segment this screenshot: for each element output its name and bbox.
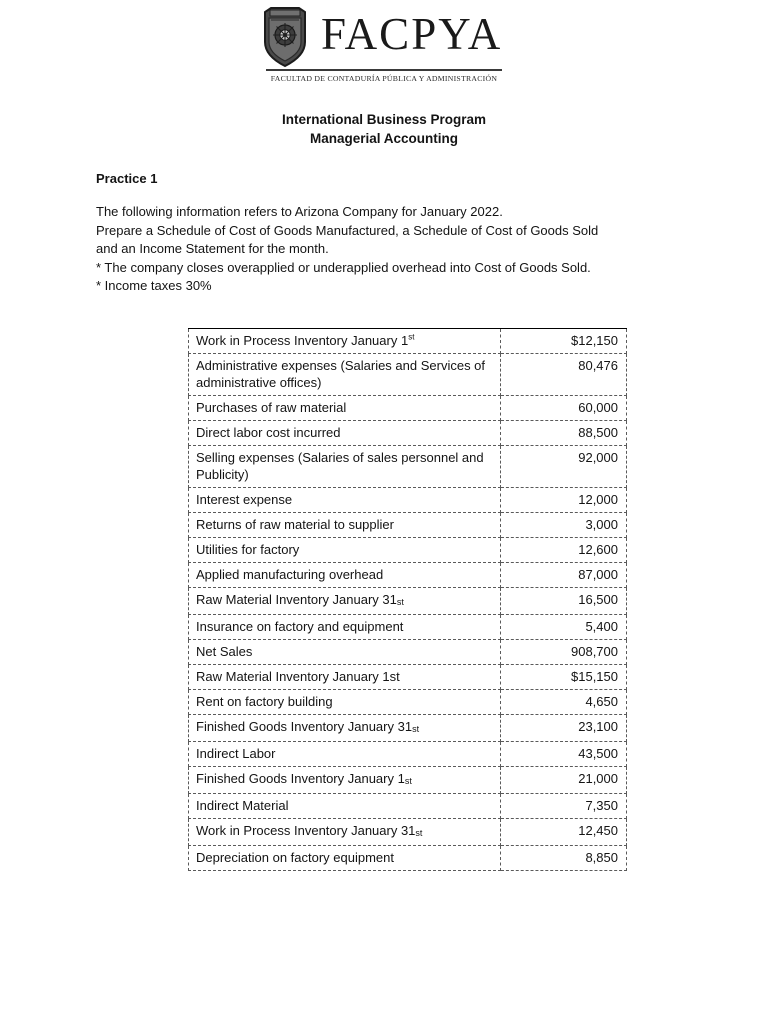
table-cell-label: Depreciation on factory equipment	[189, 846, 501, 871]
table-row	[189, 538, 627, 563]
table-row	[189, 640, 627, 665]
intro-line: The following information refers to Arizona Company for January 2022.	[96, 204, 503, 219]
page-header	[0, 6, 768, 83]
table-cell-label: Direct labor cost incurred	[189, 421, 501, 446]
page-title-line-1: International Business Program	[281, 112, 487, 127]
table-cell-value: 21,000	[501, 767, 627, 794]
table-cell-label: Selling expenses (Salaries of sales personnel and Publicity)	[189, 446, 501, 488]
table-row	[189, 354, 627, 396]
table-cell-value: $12,150	[501, 329, 627, 354]
table-cell-value: 23,100	[501, 715, 627, 742]
table-cell-value: 5,400	[501, 615, 627, 640]
table-cell-value: 43,500	[501, 742, 627, 767]
table-cell-value: 12,600	[501, 538, 627, 563]
table-cell-value: 908,700	[501, 640, 627, 665]
table-cell-label: Finished Goods Inventory January 31st	[189, 715, 501, 742]
table-cell-value: 92,000	[501, 446, 627, 488]
table-cell-value: 88,500	[501, 421, 627, 446]
intro-line: * The company closes overapplied or underapplied overhead into Cost of Goods Sold.	[96, 259, 591, 275]
table-row	[189, 767, 627, 794]
account-data-table	[188, 328, 627, 871]
ordinal-suffix: st	[408, 332, 415, 342]
page-title	[0, 111, 768, 148]
page-title-line-2: Managerial Accounting	[309, 130, 459, 146]
table-cell-value: 12,450	[501, 819, 627, 846]
facpya-subtitle: FACULTAD DE CONTADURÍA PÚBLICA Y ADMINISTRACIÓN	[270, 74, 498, 83]
table-row	[189, 563, 627, 588]
facpya-logo	[261, 6, 507, 83]
table-cell-label: Purchases of raw material	[189, 396, 501, 421]
logo-divider-rule	[266, 69, 502, 71]
table-cell-label: Work in Process Inventory January 31st	[189, 819, 501, 846]
table-cell-value: 60,000	[501, 396, 627, 421]
ordinal-suffix: st	[404, 776, 412, 786]
table-row	[189, 690, 627, 715]
table-row	[189, 819, 627, 846]
table-cell-label: Interest expense	[189, 488, 501, 513]
table-row	[189, 794, 627, 819]
table-row	[189, 615, 627, 640]
table-cell-label: Applied manufacturing overhead	[189, 563, 501, 588]
ordinal-suffix: st	[396, 597, 404, 607]
table-cell-value: 3,000	[501, 513, 627, 538]
table-cell-label: Indirect Labor	[189, 742, 501, 767]
table-cell-label: Raw Material Inventory January 31st	[189, 588, 501, 615]
table-cell-label: Administrative expenses (Salaries and Services of administrative offices)	[189, 354, 501, 396]
table-row	[189, 742, 627, 767]
shield-crest-icon	[261, 6, 309, 68]
table-cell-value: 4,650	[501, 690, 627, 715]
table-cell-value: 16,500	[501, 588, 627, 615]
table-row	[189, 588, 627, 615]
table-row	[189, 446, 627, 488]
table-cell-value: 80,476	[501, 354, 627, 396]
table-row	[189, 715, 627, 742]
table-cell-label: Insurance on factory and equipment	[189, 615, 501, 640]
table-cell-label: Net Sales	[189, 640, 501, 665]
table-row	[189, 396, 627, 421]
table-cell-value: 87,000	[501, 563, 627, 588]
table-cell-label: Raw Material Inventory January 1st	[189, 665, 501, 690]
table-body	[189, 329, 627, 871]
ordinal-suffix: st	[412, 724, 420, 734]
table-cell-value: $15,150	[501, 665, 627, 690]
ordinal-suffix: st	[415, 828, 423, 838]
intro-line: Prepare a Schedule of Cost of Goods Manufactured, a Schedule of Cost of Goods Sold	[96, 222, 599, 238]
table-row	[189, 329, 627, 354]
intro-line: and an Income Statement for the month.	[96, 241, 329, 256]
table-cell-value: 8,850	[501, 846, 627, 871]
table-cell-value: 12,000	[501, 488, 627, 513]
facpya-wordmark: FACPYA	[321, 8, 503, 59]
table-cell-label: Rent on factory building	[189, 690, 501, 715]
table-cell-label: Indirect Material	[189, 794, 501, 819]
intro-line: * Income taxes 30%	[96, 278, 212, 293]
table-row	[189, 846, 627, 871]
table-cell-label: Returns of raw material to supplier	[189, 513, 501, 538]
table-row	[189, 488, 627, 513]
table-cell-label: Utilities for factory	[189, 538, 501, 563]
table-row	[189, 665, 627, 690]
logo-row	[261, 6, 507, 68]
table-cell-label: Work in Process Inventory January 1st	[189, 329, 501, 354]
intro-paragraph	[96, 203, 686, 296]
table-row	[189, 421, 627, 446]
table-cell-label: Finished Goods Inventory January 1st	[189, 767, 501, 794]
section-heading: Practice 1	[96, 171, 158, 186]
table-row	[189, 513, 627, 538]
table-cell-value: 7,350	[501, 794, 627, 819]
